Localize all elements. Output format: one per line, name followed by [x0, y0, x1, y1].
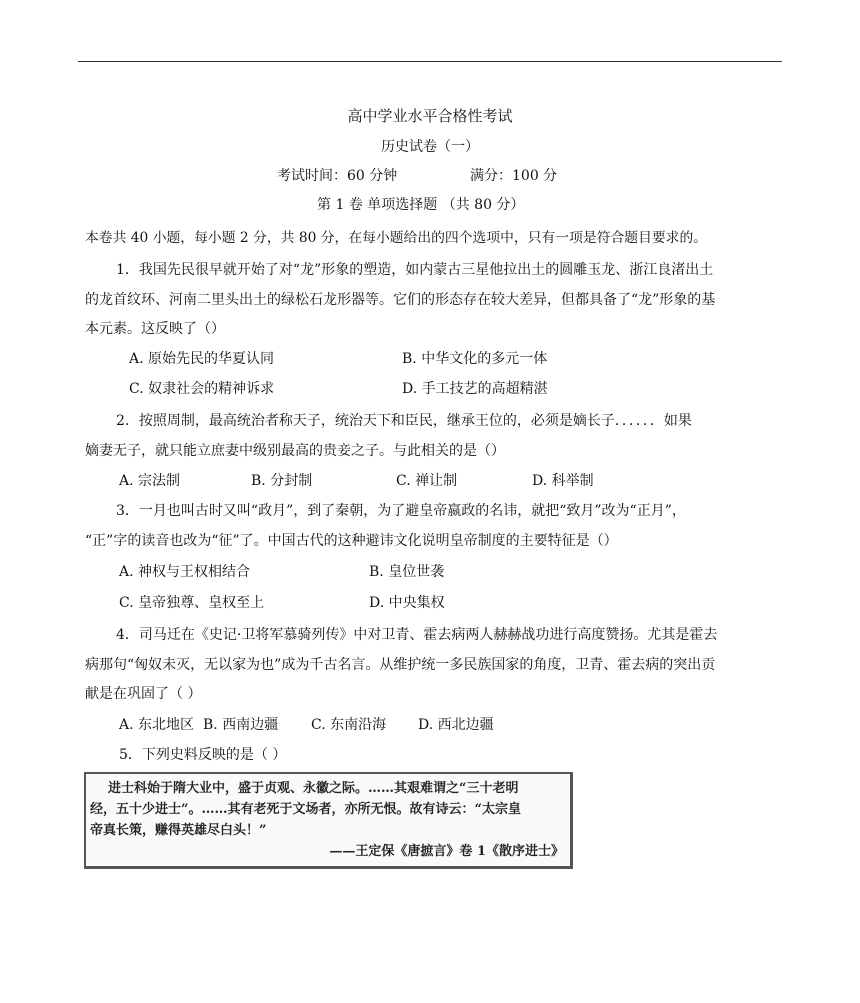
option-c[interactable]: C. 东南沿海 [311, 717, 387, 733]
option-d[interactable]: D. 西北边疆 [418, 717, 494, 733]
question-line: 3．一月也叫古时又叫“政月”，到了秦朝，为了避皇帝嬴政的名讳，就把“致月”改为“正月”， [116, 503, 686, 519]
question-line: 献是在巩固了（ ） [85, 686, 202, 702]
section-heading: 第 1 卷 单项选择题 （共 80 分） [317, 197, 525, 213]
question-line: 4．司马迁在《史记·卫将军慕骑列传》中对卫青、霍去病两人赫赫战功进行高度赞扬。尤其是霍去 [116, 627, 718, 643]
question-line: 1．我国先民很早就开始了对“龙”形象的塑造，如内蒙古三星他拉出土的圆雕玉龙、浙江良渚出土 [116, 262, 714, 278]
question-line: 嫡妻无子，就只能立庶妻中级别最高的贵妾之子。与此相关的是（） [85, 443, 505, 459]
exam-subtitle: 历史试卷（一） [381, 139, 479, 155]
option-a[interactable]: A. 宗法制 [119, 473, 181, 489]
option-d[interactable]: D. 手工技艺的高超精湛 [402, 381, 548, 397]
option-b[interactable]: B. 西南边疆 [203, 717, 279, 733]
question-line: 本元素。这反映了（） [85, 321, 225, 337]
option-b[interactable]: B. 分封制 [251, 473, 313, 489]
option-c[interactable]: C. 皇帝独尊、皇权至上 [119, 595, 265, 611]
option-a[interactable]: A. 神权与王权相结合 [119, 564, 251, 580]
exam-time: 考试时间：60 分钟 [277, 168, 398, 184]
exam-title: 高中学业水平合格性考试 [347, 107, 513, 125]
question-line: 的龙首纹环、河南二里头出土的绿松石龙形器等。它们的形态存在较大差异，但都具备了“龙”形象的基 [85, 292, 716, 308]
excerpt-line: 经，五十少进士”。……其有老死于文场者，亦所无恨。故有诗云：“太宗皇 [90, 802, 521, 817]
exam-score: 满分：100 分 [470, 168, 558, 184]
question-line: 2．按照周制，最高统治者称天子，统治天下和臣民，继承王位的，必须是嫡长子．．．．．．如果 [116, 413, 692, 429]
excerpt-line: 进士科始于隋大业中，盛于贞观、永徽之际。……其艰难谓之“三十老明 [108, 781, 519, 796]
option-b[interactable]: B. 皇位世袭 [369, 564, 445, 580]
header-rule [78, 61, 782, 62]
option-b[interactable]: B. 中华文化的多元一体 [402, 351, 548, 367]
question-line: 病那句“匈奴未灭，无以家为也”成为千古名言。从维护统一多民族国家的角度，卫青、霍去病的突出贡 [85, 657, 716, 673]
option-d[interactable]: D. 中央集权 [369, 595, 445, 611]
option-d[interactable]: D. 科举制 [532, 473, 594, 489]
question-line: 5．下列史料反映的是（ ） [119, 747, 287, 763]
excerpt-source: ——王定保《唐摭言》卷 1《散序进士》 [329, 844, 564, 859]
option-a[interactable]: A. 东北地区 [119, 717, 195, 733]
source-excerpt [84, 772, 573, 869]
instructions: 本卷共 40 小题，每小题 2 分，共 80 分，在每小题给出的四个选项中，只有一项是符合题目要求的。 [85, 230, 708, 246]
option-a[interactable]: A. 原始先民的华夏认同 [129, 351, 275, 367]
option-c[interactable]: C. 禅让制 [396, 473, 458, 489]
option-c[interactable]: C. 奴隶社会的精神诉求 [129, 381, 275, 397]
question-line: “正”字的读音也改为“征”了。中国古代的这种避讳文化说明皇帝制度的主要特征是（） [85, 533, 618, 549]
excerpt-line: 帝真长策，赚得英雄尽白头！” [90, 823, 267, 838]
